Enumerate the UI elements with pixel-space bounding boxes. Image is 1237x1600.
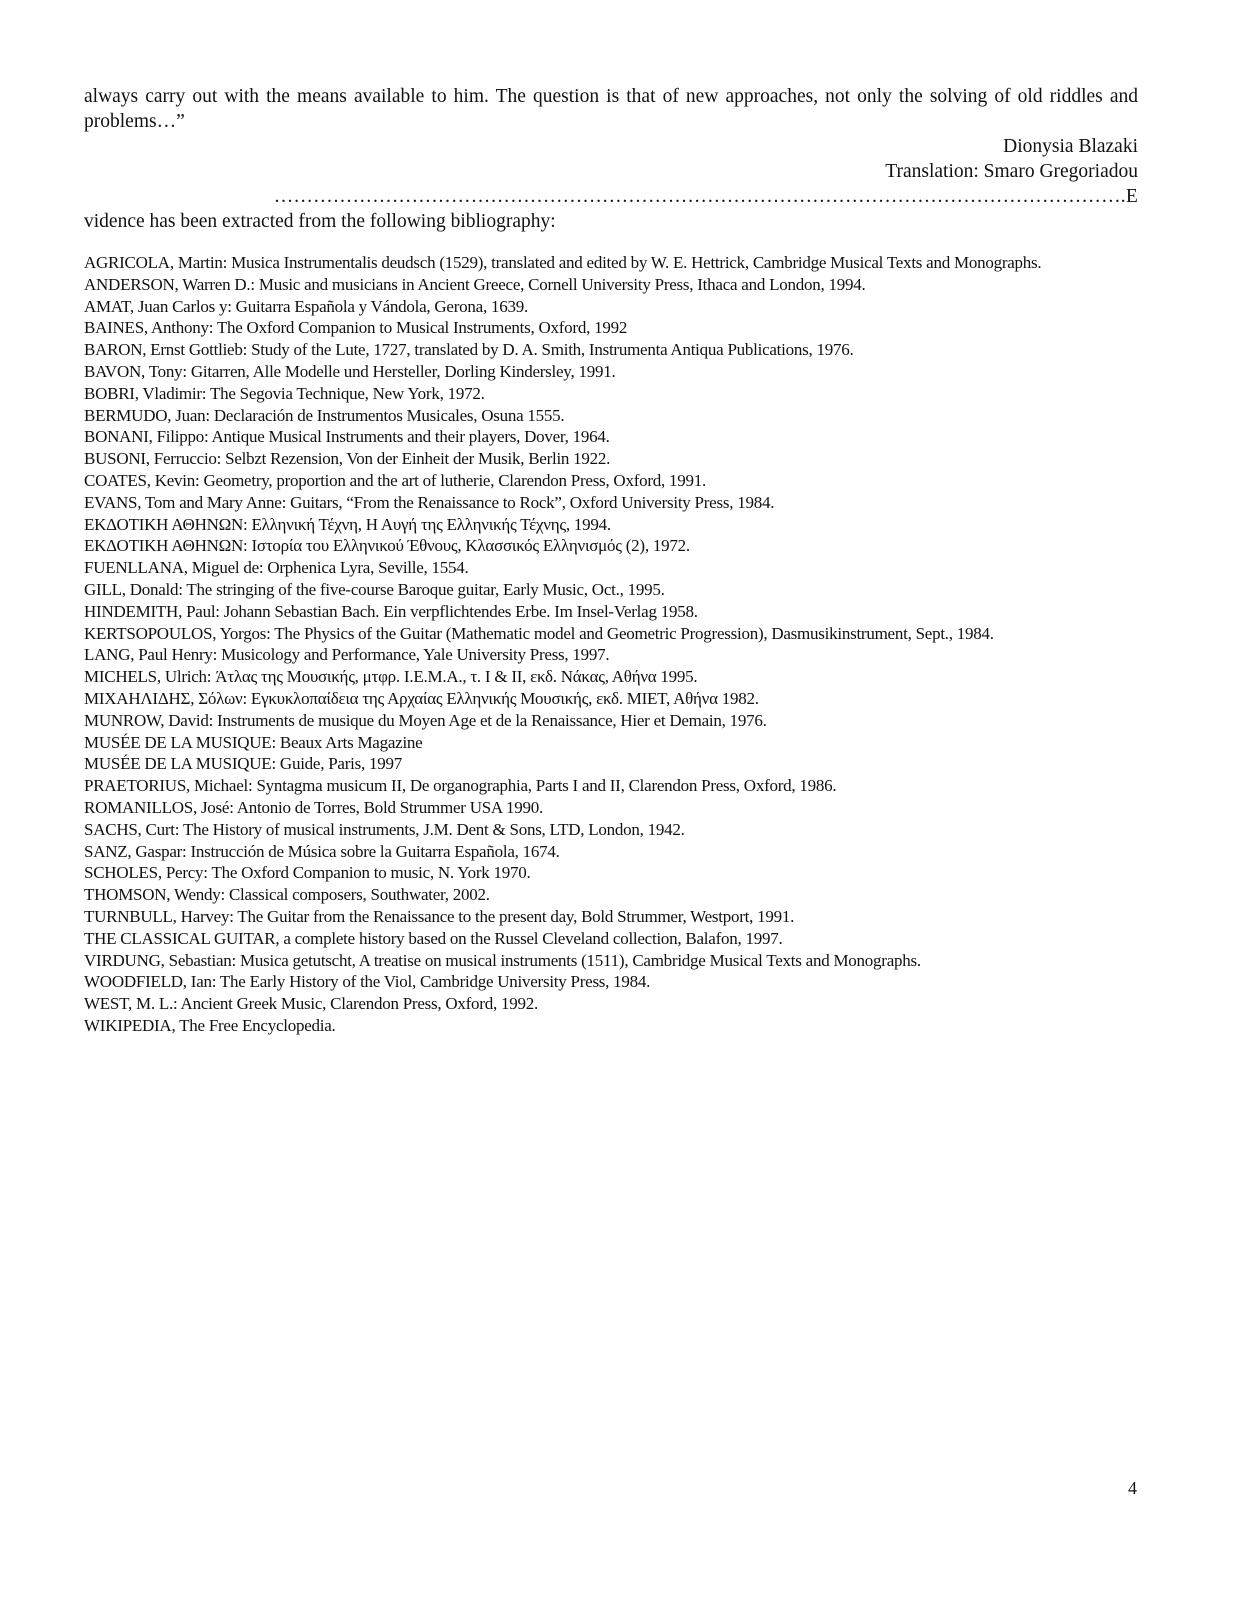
bibliography-entry: LANG, Paul Henry: Musicology and Performance, Yale University Press, 1997. bbox=[84, 645, 610, 665]
bibliography-entry: MICHELS, Ulrich: Άτλας της Μουσικής, μτφρ. Ι.Ε.Μ.Α., τ. Ι & ΙΙ, εκδ. Νάκας, Αθήνα 1995. bbox=[84, 667, 698, 687]
bibliography-entry: WOODFIELD, Ian: The Early History of the Viol, Cambridge University Press, 1984. bbox=[84, 972, 651, 992]
bibliography-entry: BAVON, Tony: Gitarren, Alle Modelle und Hersteller, Dorling Kindersley, 1991. bbox=[84, 361, 616, 381]
bibliography-entry: SANZ, Gaspar: Instrucción de Música sobre la Guitarra Española, 1674. bbox=[84, 841, 560, 861]
bibliography-entry: FUENLLANA, Miguel de: Orphenica Lyra, Seville, 1554. bbox=[84, 558, 469, 578]
bibliography-entry: BAINES, Anthony: The Oxford Companion to Musical Instruments, Oxford, 1992 bbox=[84, 318, 628, 338]
bibliography-entry: PRAETORIUS, Michael: Syntagma musicum II, De organographia, Parts I and II, Clarendon Press, Oxford, 1986. bbox=[84, 776, 837, 796]
bibliography-entry: EVANS, Tom and Mary Anne: Guitars, “From the Renaissance to Rock”, Oxford University Press, 1984. bbox=[84, 492, 775, 512]
bibliography-entry: WEST, M. L.: Ancient Greek Music, Clarendon Press, Oxford, 1992. bbox=[84, 994, 538, 1014]
bibliography-entry: THOMSON, Wendy: Classical composers, Southwater, 2002. bbox=[84, 885, 490, 905]
bibliography-entry: GILL, Donald: The stringing of the five-course Baroque guitar, Early Music, Oct., 1995. bbox=[84, 579, 665, 599]
bibliography-entry: MUSÉE DE LA MUSIQUE: Guide, Paris, 1997 bbox=[84, 754, 402, 774]
bibliography-entry: BUSONI, Ferruccio: Selbzt Rezension, Von der Einheit der Musik, Berlin 1922. bbox=[84, 449, 611, 469]
bibliography-entry: MUSÉE DE LA MUSIQUE: Beaux Arts Magazine bbox=[84, 732, 423, 752]
bibliography-list bbox=[84, 252, 1138, 1037]
bibliography-entry: BOBRI, Vladimir: The Segovia Technique, New York, 1972. bbox=[84, 383, 485, 403]
bibliography-lead: vidence has been extracted from the following bibliography: bbox=[84, 211, 556, 232]
intro-paragraph: always carry out with the means available to him. The question is that of new approaches, not only the solving of old riddles and problems…” bbox=[84, 86, 1138, 132]
bibliography-entry: VIRDUNG, Sebastian: Musica getutscht, A treatise on musical instruments (1511), Cambridge Musical Texts and Monographs. bbox=[84, 950, 921, 970]
bibliography-entry: ΕΚΔΟΤΙΚΗ ΑΘΗΝΩΝ: Ιστορία του Ελληνικού Έθνους, Κλασσικός Ελληνισμός (2), 1972. bbox=[84, 536, 690, 556]
bibliography-entry: THE CLASSICAL GUITAR, a complete history based on the Russel Cleveland collection, Balafon, 1997. bbox=[84, 928, 783, 948]
document-page bbox=[84, 84, 1138, 1037]
bibliography-entry: SCHOLES, Percy: The Oxford Companion to music, N. York 1970. bbox=[84, 863, 531, 883]
bibliography-entry: TURNBULL, Harvey: The Guitar from the Renaissance to the present day, Bold Strummer, Westport, 1991. bbox=[84, 906, 795, 926]
bibliography-entry: BARON, Ernst Gottlieb: Study of the Lute, 1727, translated by D. A. Smith, Instrumenta Antiqua Publications, 1976. bbox=[84, 340, 854, 360]
bibliography-entry: MUNROW, David: Instruments de musique du Moyen Age et de la Renaissance, Hier et Demain, 1976. bbox=[84, 710, 767, 730]
bibliography-entry: BONANI, Filippo: Antique Musical Instruments and their players, Dover, 1964. bbox=[84, 427, 610, 447]
page-number: 4 bbox=[1128, 1478, 1137, 1498]
bibliography-entry: ANDERSON, Warren D.: Music and musicians in Ancient Greece, Cornell University Press, Ithaca and London, 1994. bbox=[84, 274, 866, 294]
bibliography-entry: AMAT, Juan Carlos y: Guitarra Española y Vándola, Gerona, 1639. bbox=[84, 296, 528, 316]
dotted-separator: ………………………………………………………………………………………………………………….E bbox=[273, 186, 1138, 207]
bibliography-entry: HINDEMITH, Paul: Johann Sebastian Bach. Ein verpflichtendes Erbe. Im Insel-Verlag 1958. bbox=[84, 601, 698, 621]
signature-author: Dionysia Blazaki bbox=[1003, 136, 1138, 157]
bibliography-entry: WIKIPEDIA, The Free Encyclopedia. bbox=[84, 1015, 336, 1035]
bibliography-entry: ΜΙΧΑΗΛΙΔΗΣ, Σόλων: Εγκυκλοπαίδεια της Αρχαίας Ελληνικής Μουσικής, εκδ. ΜΙΕΤ, Αθήνα 1982. bbox=[84, 688, 759, 708]
signature-translation: Translation: Smaro Gregoriadou bbox=[885, 161, 1138, 182]
bibliography-entry: COATES, Kevin: Geometry, proportion and the art of lutherie, Clarendon Press, Oxford, 1991. bbox=[84, 470, 707, 490]
bibliography-entry: ΕΚΔΟΤΙΚΗ ΑΘΗΝΩΝ: Ελληνική Τέχνη, Η Αυγή της Ελληνικής Τέχνης, 1994. bbox=[84, 514, 611, 534]
bibliography-entry: AGRICOLA, Martin: Musica Instrumentalis deudsch (1529), translated and edited by W. E. Hettrick, Cambridge Musical Texts and Monographs. bbox=[84, 253, 1042, 272]
bibliography-entry: KERTSOPOULOS, Yorgos: The Physics of the Guitar (Mathematic model and Geometric Progression), Dasmusikinstrument, Sept., 1984. bbox=[84, 623, 994, 643]
bibliography-entry: BERMUDO, Juan: Declaración de Instrumentos Musicales, Osuna 1555. bbox=[84, 405, 565, 425]
bibliography-entry: SACHS, Curt: The History of musical instruments, J.M. Dent & Sons, LTD, London, 1942. bbox=[84, 819, 685, 839]
bibliography-entry: ROMANILLOS, José: Antonio de Torres, Bold Strummer USA 1990. bbox=[84, 797, 544, 817]
